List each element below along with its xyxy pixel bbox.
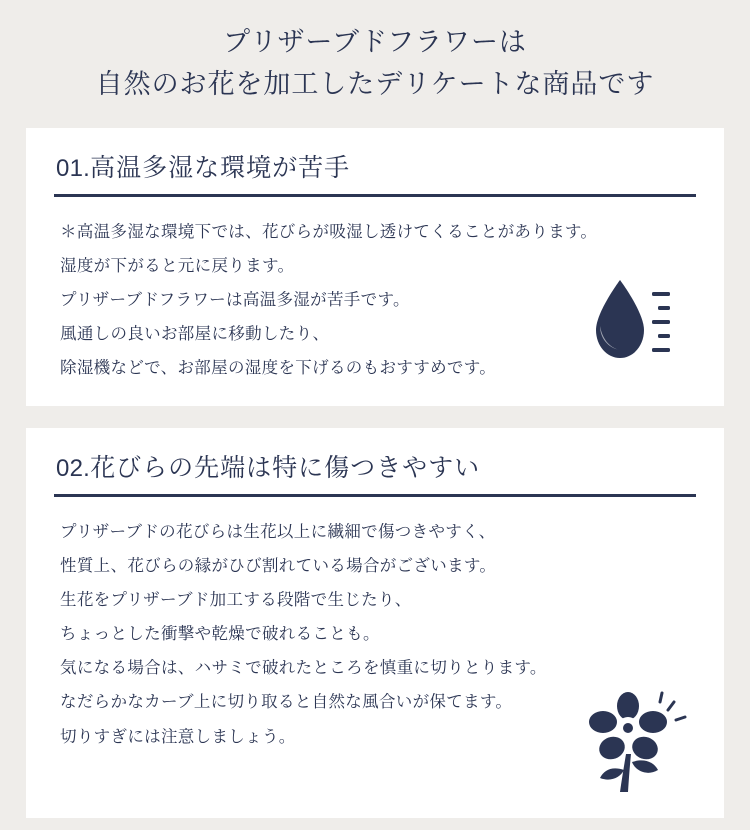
section-card-01 [26,128,724,406]
body-line: 生花をプリザーブド加工する段階で生じたり、 [60,590,412,609]
body-line: ＊高温多湿な環境下では、花びらが吸湿し透けてくることがあります。 [60,222,598,241]
section-body-02 [52,515,698,754]
body-line: なだらかなカーブ上に切り取ると自然な風合いが保てます。 [60,693,513,712]
headline-line-2: 自然のお花を加工したデリケートな商品です [95,68,655,99]
body-line: プリザーブドフラワーは高温多湿が苦手です。 [60,290,410,309]
page-title [0,0,750,106]
body-line: 気になる場合は、ハサミで破れたところを慎重に切りとります。 [60,659,547,678]
section-title-01 [52,146,698,194]
section-number-02: 02. [56,454,91,482]
section-title-02 [52,446,698,494]
body-line: 風通しの良いお部屋に移動したり、 [60,325,330,344]
title-underline-02 [54,494,696,497]
section-body-01 [52,215,698,386]
headline-line-1: プリザーブドフラワーは [223,27,527,57]
body-line: プリザーブドの花びらは生花以上に繊細で傷つきやすく、 [60,522,496,541]
section-title-text-01: 高温多湿な環境が苦手 [90,153,351,182]
body-line: 切りすぎには注意しましょう。 [60,727,296,746]
section-number-01: 01. [56,154,91,182]
body-line: 性質上、花びらの縁がひび割れている場合がございます。 [60,556,497,575]
body-line: 湿度が下がると元に戻ります。 [60,256,295,275]
body-line: ちょっとした衝撃や乾燥で破れることも。 [60,625,380,644]
section-title-text-02: 花びらの先端は特に傷つきやすい [90,453,481,482]
body-line: 除湿機などで、お部屋の湿度を下げるのもおすすめです。 [60,359,497,378]
section-card-02 [26,428,724,818]
title-underline-01 [54,194,696,197]
